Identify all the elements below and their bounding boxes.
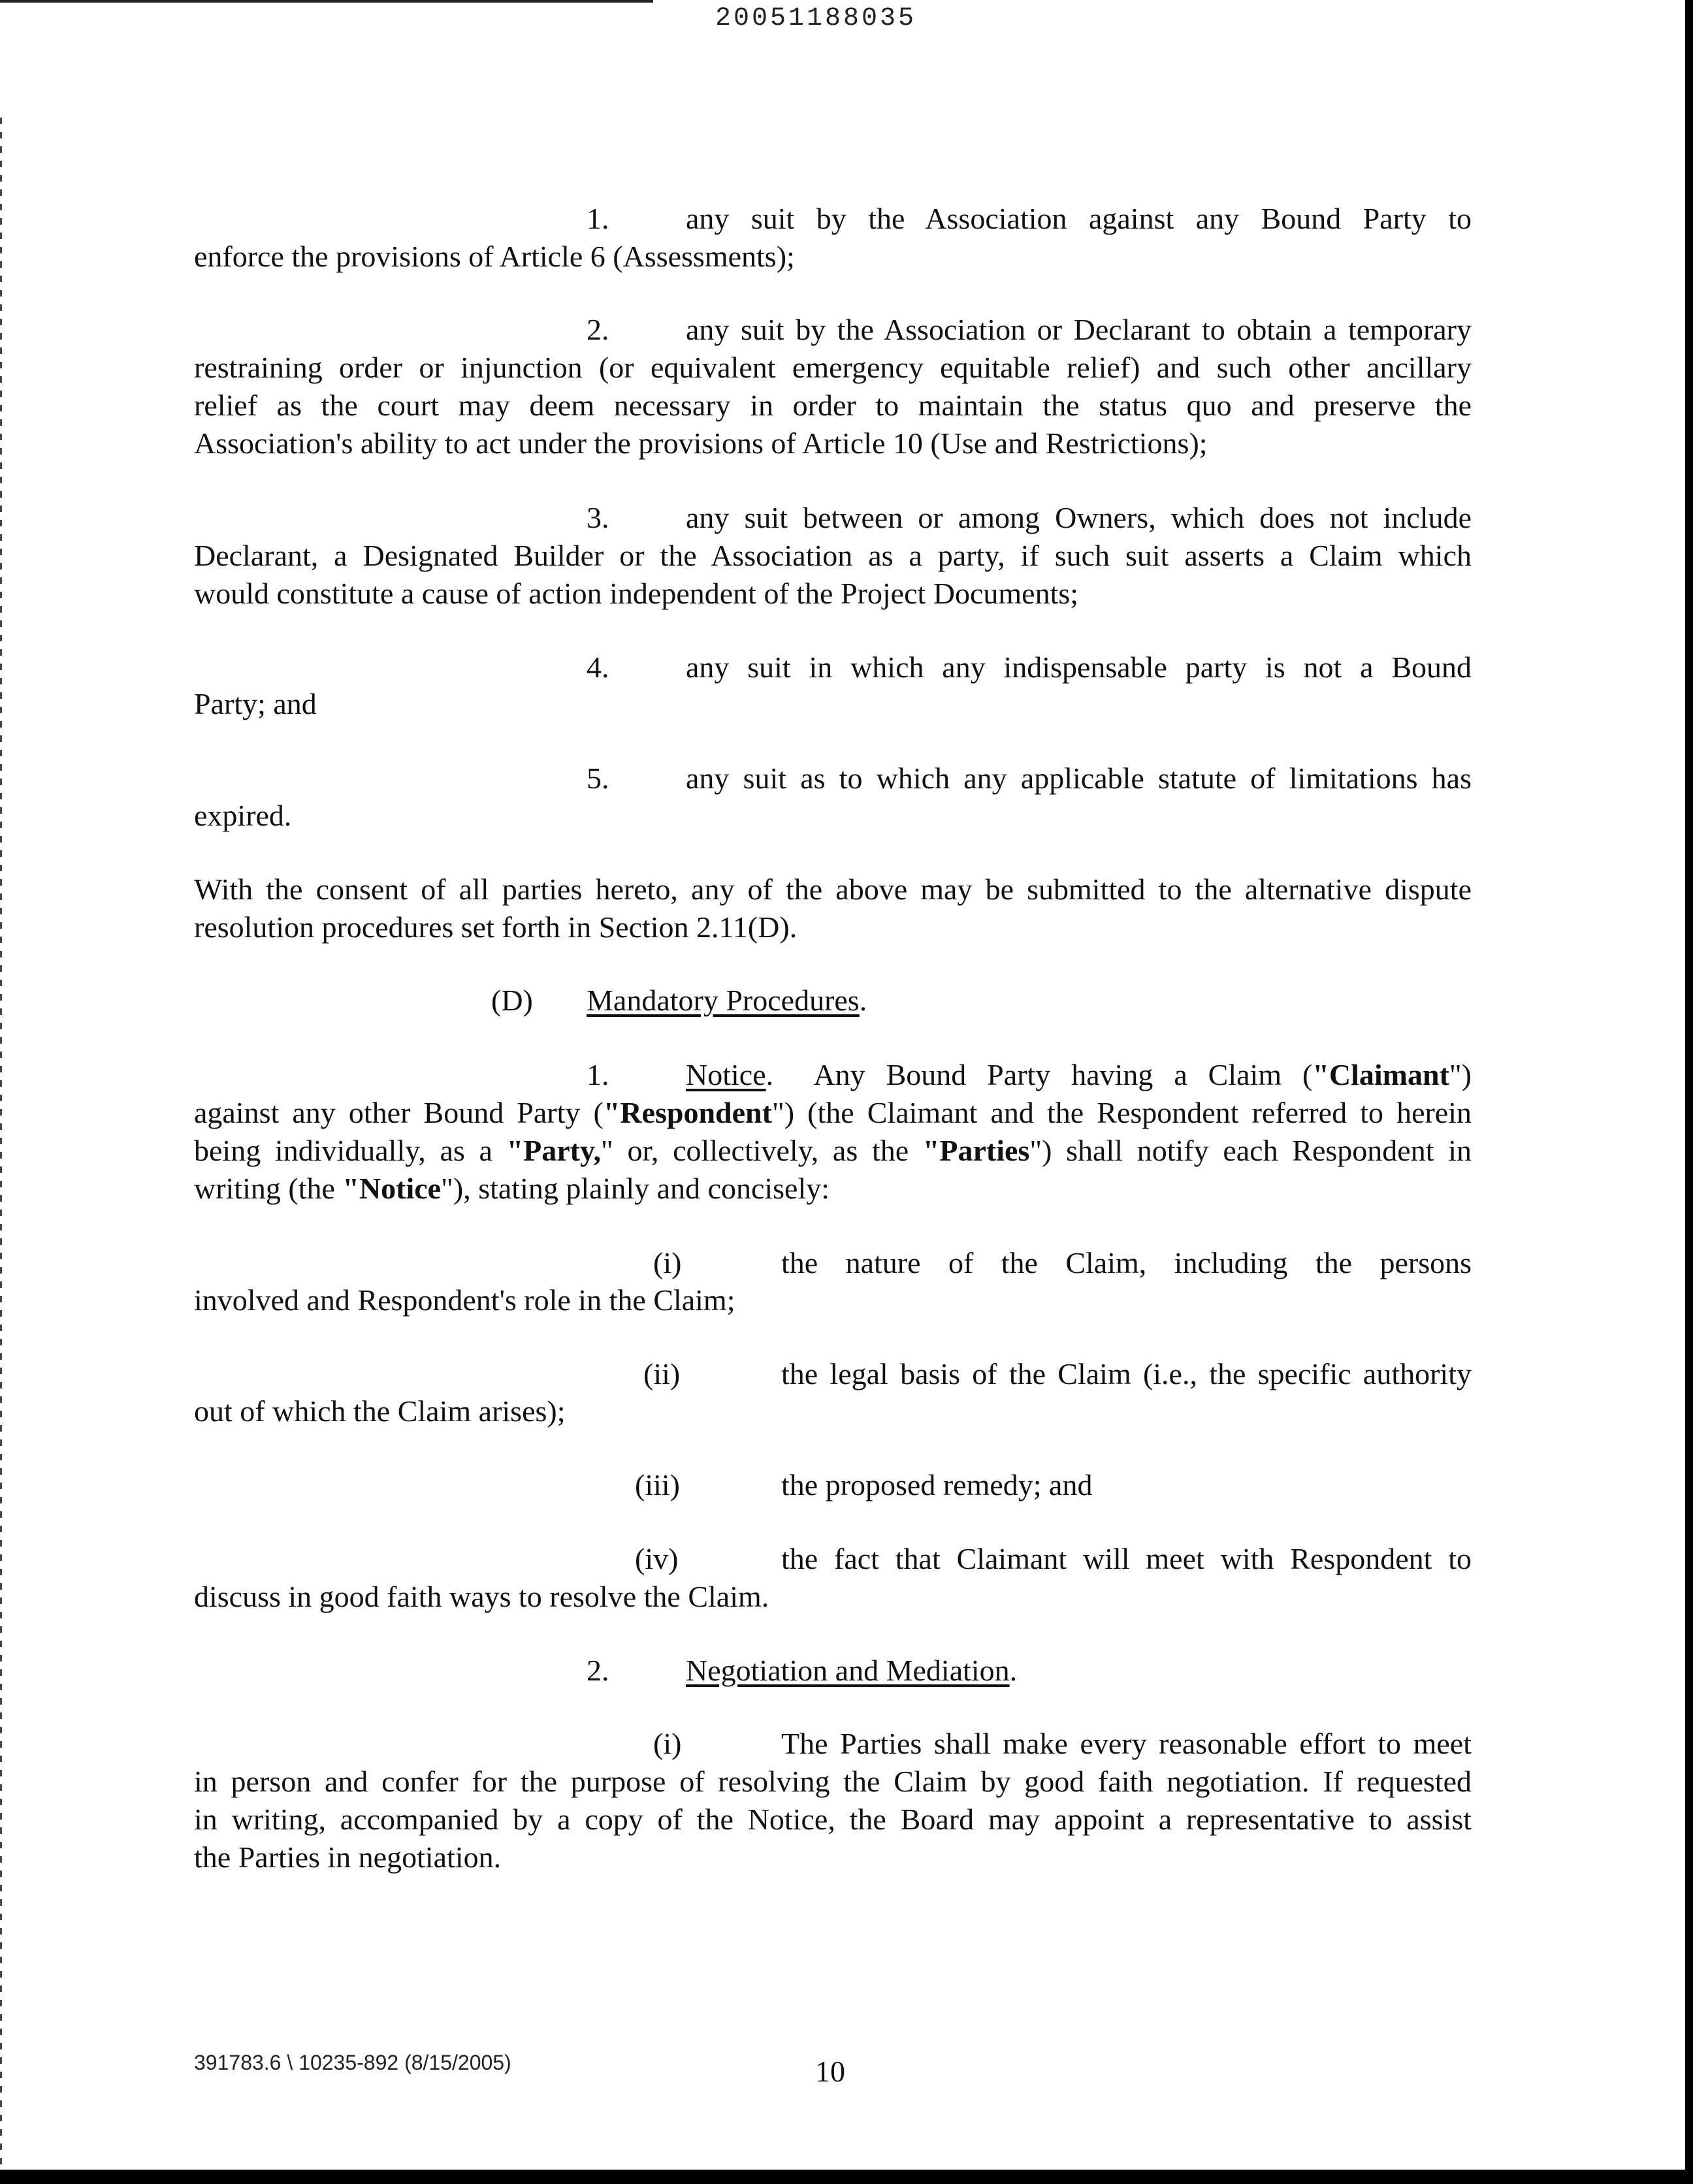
- negotiation-heading: Negotiation and Mediation: [686, 1654, 1010, 1687]
- negotiation-i-first-line: The Parties shall make every reasonable effort to meet: [781, 1727, 1472, 1760]
- notice-line-4-b: "), stating plainly and concisely:: [441, 1172, 830, 1205]
- notice-line-3-b: " or, collectively, as the: [600, 1134, 923, 1167]
- negotiation-i-line-4: the Parties in negotiation.: [194, 1840, 502, 1874]
- subitem-ii-continuation: out of which the Claim arises);: [194, 1394, 566, 1428]
- negotiation-i-number: (i): [653, 1727, 682, 1760]
- item-3-first-line: any suit between or among Owners, which does not include: [686, 501, 1472, 534]
- notice-heading-period: .: [766, 1058, 774, 1091]
- term-notice: "Notice: [342, 1172, 442, 1205]
- notice-line-2: [194, 1094, 1472, 1132]
- subitem-iv-number: (iv): [635, 1542, 679, 1575]
- item-3-line-3: would constitute a cause of action independent of the Project Documents;: [194, 577, 1079, 610]
- subitem-ii-first-line: the legal basis of the Claim (i.e., the specific authority: [781, 1357, 1472, 1390]
- section-d-label: (D): [491, 984, 533, 1017]
- notice-heading: Notice: [686, 1058, 766, 1091]
- subitem-i-number: (i): [653, 1246, 682, 1279]
- footer-document-id: 391783.6 \ 10235-892 (8/15/2005): [194, 2051, 511, 2074]
- item-2-line-4: Association's ability to act under the provisions of Article 10 (Use and Restrictions);: [194, 426, 1208, 460]
- bottom-scan-edge: [0, 2170, 1693, 2184]
- subitem-ii-number: (ii): [643, 1357, 681, 1390]
- notice-line-3: [194, 1132, 1472, 1170]
- item-1-number: 1.: [587, 202, 609, 235]
- subitem-iv-continuation: discuss in good faith ways to resolve the Claim.: [194, 1580, 769, 1613]
- section-d-heading: [587, 982, 867, 1020]
- subitem-i-first-line: the nature of the Claim, including the persons: [781, 1246, 1472, 1279]
- subitem-iii-text: the proposed remedy; and: [781, 1468, 1093, 1502]
- negotiation-i-line-3: in writing, accompanied by a copy of the Notice, the Board may appoint a representative to assist: [194, 1803, 1472, 1836]
- notice-first-b: "): [1449, 1058, 1472, 1091]
- notice-line-3-c: ") shall notify each Respondent in: [1029, 1134, 1472, 1167]
- term-claimant: "Claimant: [1312, 1058, 1449, 1091]
- negotiation-number: 2.: [587, 1654, 609, 1687]
- item-2-line-3: relief as the court may deem necessary in order to maintain the status quo and preserve the: [194, 389, 1472, 422]
- section-d-title-period: .: [859, 984, 867, 1017]
- notice-line-3-a: being individually, as a: [194, 1134, 507, 1167]
- item-2-first-line: any suit by the Association or Declarant to obtain a temporary: [686, 313, 1472, 346]
- negotiation-heading-period: .: [1009, 1654, 1018, 1687]
- left-scan-edge: [0, 118, 2, 2168]
- consent-line-2: resolution procedures set forth in Section 2.11(D).: [194, 910, 798, 944]
- term-respondent: "Respondent: [603, 1096, 772, 1129]
- notice-line-2-b: ") (the Claimant and the Respondent referred to herein: [771, 1096, 1472, 1129]
- item-2-number: 2.: [587, 313, 609, 346]
- item-1-first-line: any suit by the Association against any Bound Party to: [686, 202, 1472, 235]
- item-5-first-line: any suit as to which any applicable statute of limitations has: [686, 762, 1472, 795]
- item-1-continuation: enforce the provisions of Article 6 (Assessments);: [194, 240, 795, 273]
- item-3-line-2: Declarant, a Designated Builder or the Association as a party, if such suit asserts a Claim which: [194, 539, 1472, 572]
- notice-line-4: [194, 1170, 830, 1208]
- right-scan-edge: [1685, 0, 1693, 2184]
- term-parties: "Parties: [922, 1134, 1030, 1167]
- negotiation-i-line-2: in person and confer for the purpose of resolving the Claim by good faith negotiation. If requested: [194, 1765, 1472, 1798]
- page-number: 10: [815, 2055, 845, 2088]
- item-3-number: 3.: [587, 501, 609, 534]
- term-party: "Party,: [506, 1134, 601, 1167]
- item-4-first-line: any suit in which any indispensable party is not a Bound: [686, 650, 1472, 684]
- item-4-number: 4.: [587, 650, 609, 684]
- item-5-number: 5.: [587, 762, 609, 795]
- negotiation-heading-line: [686, 1652, 1017, 1690]
- item-5-continuation: expired.: [194, 799, 292, 832]
- recording-number: 20051188035: [715, 4, 917, 33]
- notice-line-4-a: writing (the: [194, 1172, 343, 1205]
- subitem-i-continuation: involved and Respondent's role in the Claim;: [194, 1283, 735, 1317]
- notice-first-line: [686, 1056, 1472, 1094]
- item-4-continuation: Party; and: [194, 687, 317, 720]
- item-2-line-2: restraining order or injunction (or equivalent emergency equitable relief) and such other ancillary: [194, 351, 1472, 384]
- consent-line-1: With the consent of all parties hereto, any of the above may be submitted to the alternative dispute: [194, 873, 1472, 906]
- section-d-title: Mandatory Procedures: [587, 984, 860, 1017]
- subitem-iii-number: (iii): [635, 1468, 680, 1502]
- notice-number: 1.: [587, 1058, 609, 1091]
- notice-line-2-a: against any other Bound Party (: [194, 1096, 604, 1129]
- notice-first-a: Any Bound Party having a Claim (: [813, 1058, 1313, 1091]
- subitem-iv-first-line: the fact that Claimant will meet with Respondent to: [781, 1542, 1472, 1575]
- top-scan-rule: [0, 0, 653, 3]
